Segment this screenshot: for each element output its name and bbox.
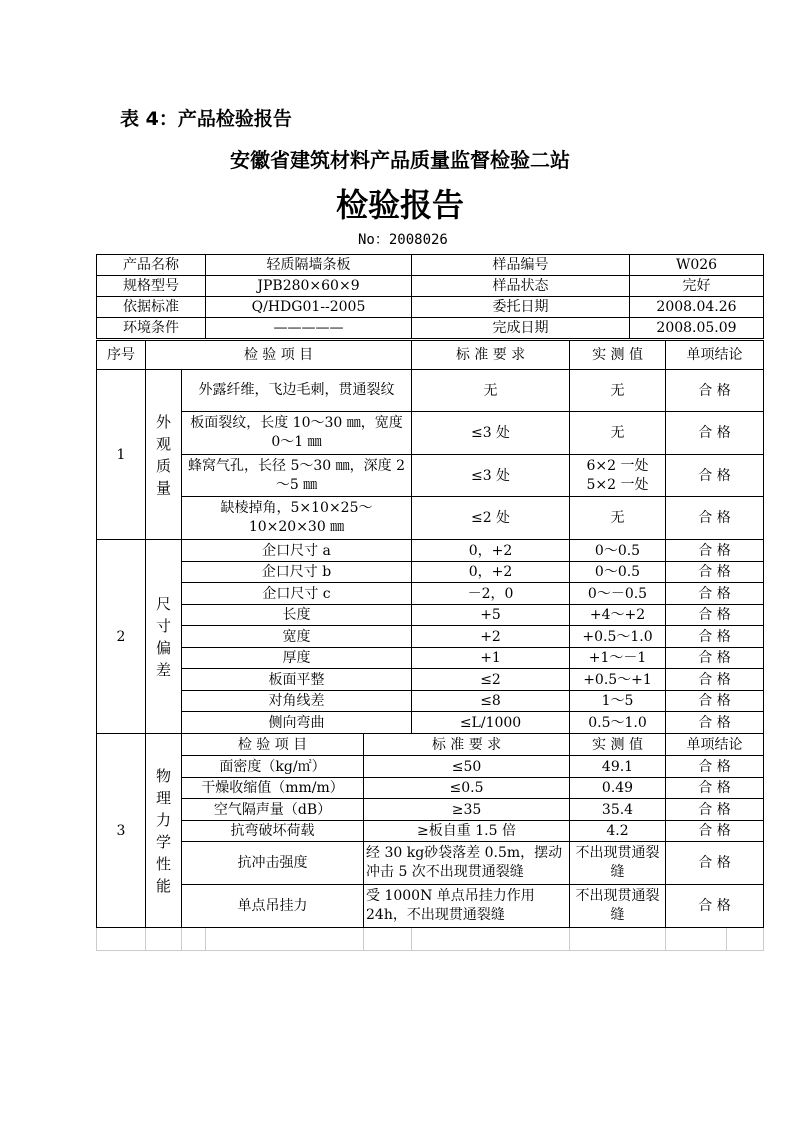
item-measured: 不出现贯通裂缝 [570,885,666,928]
table-row [97,626,764,648]
item-measured: 35.4 [570,799,666,821]
item-requirement: +1 [412,648,570,669]
report-number: No：2008026 [358,232,448,248]
item-name: 空气隔声量（dB） [182,799,364,821]
sub-col-conclusion: 单项结论 [666,734,764,756]
group-seq: 2 [97,540,146,734]
report-info-table [96,254,764,339]
sample-state-label: 样品状态 [412,276,630,297]
item-result: 合 格 [666,691,764,712]
item-measured: 0～－0.5 [570,583,666,605]
table-row [97,821,764,842]
commission-date-value: 2008.04.26 [630,297,764,318]
table-row [97,778,764,799]
group-seq: 1 [97,370,146,540]
item-measured: 6×2 一处 5×2 一处 [570,455,666,497]
item-name: 抗弯破坏荷载 [182,821,364,842]
table-row [97,669,764,691]
sample-state-value: 完好 [630,276,764,297]
item-requirement: ≥板自重 1.5 倍 [364,821,570,842]
item-name: 蜂窝气孔，长径 5～30 ㎜，深度 2～5 ㎜ [182,455,412,497]
group-name: 物理力学性能 [146,734,182,928]
item-requirement: ≤L/1000 [412,712,570,734]
item-measured: +1～－1 [570,648,666,669]
col-requirement: 标 准 要 求 [412,341,570,370]
table-row [97,756,764,778]
commission-date-label: 委托日期 [412,297,630,318]
table-row [97,497,764,540]
col-seq: 序号 [97,341,146,370]
table-row [97,562,764,583]
trailing-empty-row [96,928,764,951]
item-requirement: +5 [412,605,570,626]
item-measured: 0～0.5 [570,540,666,562]
table-row [97,799,764,821]
group-name: 外观质量 [146,370,182,540]
spec-value: JPB280×60×9 [206,276,412,297]
item-measured: 不出现贯通裂缝 [570,842,666,885]
empty-cell [97,928,146,951]
item-requirement: 经 30 kg砂袋落差 0.5m，摆动冲击 5 次不出现贯通裂缝 [364,842,570,885]
item-measured: 0～0.5 [570,562,666,583]
item-name: 长度 [182,605,412,626]
item-requirement: ≤50 [364,756,570,778]
item-measured: +0.5～1.0 [570,626,666,648]
item-name: 宽度 [182,626,412,648]
item-result: 合 格 [666,583,764,605]
item-result: 合 格 [666,497,764,540]
item-requirement: －2，0 [412,583,570,605]
item-name: 厚度 [182,648,412,669]
item-measured: 无 [570,412,666,455]
item-result: 合 格 [666,842,764,885]
item-measured: +4～+2 [570,605,666,626]
standard-label: 依据标准 [97,297,206,318]
col-item: 检 验 项 目 [146,341,412,370]
table-row [97,540,764,562]
table-row [97,691,764,712]
item-name: 抗冲击强度 [182,842,364,885]
item-name: 板面裂纹，长度 10～30 ㎜，宽度 0～1 ㎜ [182,412,412,455]
sub-col-item: 检 验 项 目 [182,734,364,756]
item-result: 合 格 [666,626,764,648]
item-result: 合 格 [666,885,764,928]
physical-properties-table [96,733,764,928]
item-name: 企口尺寸 c [182,583,412,605]
item-measured: 无 [570,370,666,412]
item-measured: 0.49 [570,778,666,799]
completion-date-label: 完成日期 [412,318,630,339]
item-result: 合 格 [666,821,764,842]
item-name: 板面平整 [182,669,412,691]
item-requirement: ≤2 处 [412,497,570,540]
item-requirement: ≤8 [412,691,570,712]
item-result: 合 格 [666,648,764,669]
spec-label: 规格型号 [97,276,206,297]
sample-no-label: 样品编号 [412,255,630,276]
environment-value: ————— [206,318,412,339]
item-result: 合 格 [666,370,764,412]
table-row [97,370,764,412]
item-result: 合 格 [666,540,764,562]
item-requirement: 受 1000N 单点吊挂力作用 24h，不出现贯通裂缝 [364,885,570,928]
item-requirement: 0，+2 [412,562,570,583]
product-name-value: 轻质隔墙条板 [206,255,412,276]
table-row [97,455,764,497]
empty-cell [412,928,570,951]
item-result: 合 格 [666,799,764,821]
item-name: 单点吊挂力 [182,885,364,928]
item-result: 合 格 [666,412,764,455]
item-name: 企口尺寸 b [182,562,412,583]
col-measured: 实 测 值 [570,341,666,370]
column-header-row [97,341,764,370]
item-measured: 49.1 [570,756,666,778]
completion-date-value: 2008.05.09 [630,318,764,339]
empty-cell [570,928,666,951]
inspection-table [96,340,764,734]
item-measured: 4.2 [570,821,666,842]
item-name: 干燥收缩值（mm/m） [182,778,364,799]
empty-cell [146,928,182,951]
product-name-label: 产品名称 [97,255,206,276]
table-label: 表 4：产品检验报告 [120,108,292,130]
item-result: 合 格 [666,756,764,778]
item-requirement: ≥35 [364,799,570,821]
group-name: 尺寸偏差 [146,540,182,734]
item-measured: +0.5～+1 [570,669,666,691]
table-row [97,648,764,669]
empty-cell [182,928,206,951]
table-row [97,712,764,734]
empty-cell [666,928,727,951]
item-requirement: ≤2 [412,669,570,691]
item-measured: 无 [570,497,666,540]
empty-cell [727,928,764,951]
table-row [97,605,764,626]
empty-cell [364,928,412,951]
item-requirement: 0，+2 [412,540,570,562]
empty-cell [206,928,364,951]
item-measured: 0.5～1.0 [570,712,666,734]
item-requirement: ≤0.5 [364,778,570,799]
item-result: 合 格 [666,778,764,799]
item-requirement: +2 [412,626,570,648]
item-result: 合 格 [666,455,764,497]
sample-no-value: W026 [630,255,764,276]
item-name: 对角线差 [182,691,412,712]
table-row [97,583,764,605]
col-conclusion: 单项结论 [666,341,764,370]
report-title: 检验报告 [335,186,464,224]
item-requirement: ≤3 处 [412,412,570,455]
sub-col-requirement: 标 准 要 求 [364,734,570,756]
item-name: 外露纤维，飞边毛刺，贯通裂纹 [182,370,412,412]
sub-col-measured: 实 测 值 [570,734,666,756]
item-result: 合 格 [666,562,764,583]
item-name: 面密度（kg/㎡） [182,756,364,778]
table-row [97,412,764,455]
item-name: 侧向弯曲 [182,712,412,734]
sub-header-row [97,734,764,756]
item-name: 企口尺寸 a [182,540,412,562]
item-result: 合 格 [666,669,764,691]
item-requirement: ≤3 处 [412,455,570,497]
item-result: 合 格 [666,712,764,734]
item-requirement: 无 [412,370,570,412]
standard-value: Q/HDG01--2005 [206,297,412,318]
group-seq: 3 [97,734,146,928]
environment-label: 环境条件 [97,318,206,339]
item-measured: 1～5 [570,691,666,712]
table-row [97,842,764,885]
organization-title: 安徽省建筑材料产品质量监督检验二站 [230,148,570,172]
item-result: 合 格 [666,605,764,626]
table-row [97,885,764,928]
item-name: 缺棱掉角，5×10×25～10×20×30 ㎜ [182,497,412,540]
